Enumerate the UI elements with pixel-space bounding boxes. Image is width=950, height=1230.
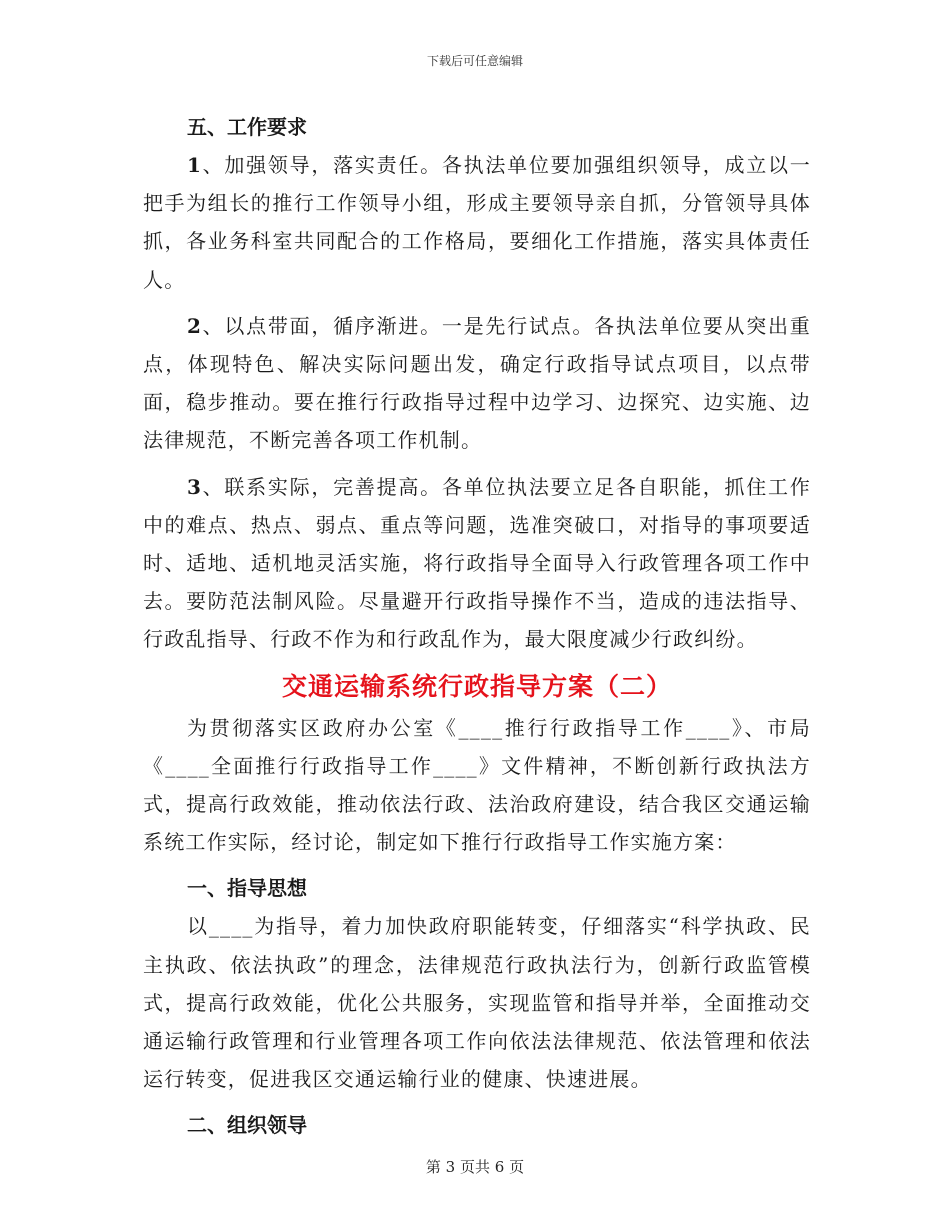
item-text: 、加强领导，落实责任。各执法单位要加强组织领导，成立以一把手为组长的推行工作领导小组，形成主要领导亲自抓，分管领导具体抓，各业务科室共同配合的工作格局，要细化工作措施，落实具体责任人。 bbox=[143, 153, 811, 292]
item-number: 1 bbox=[187, 153, 203, 177]
paragraph-item-2 bbox=[143, 307, 811, 460]
paragraph-item-3 bbox=[143, 468, 811, 659]
item-number: 2 bbox=[187, 313, 203, 338]
guiding-ideology-paragraph: 以____为指导，着力加快政府职能转变，仔细落实“科学执政、民主执政、依法执政”的理念，法律规范行政执法行为，创新行政监管模式，提高行政效能，优化公共服务，实现监管和指导并举，全面推动交通运输行政管理和行业管理各项工作向依法法律规范、依法管理和依法运行转变，促进我区交通运输行业的健康、快速进展。 bbox=[143, 914, 811, 1092]
document-title: 交通运输系统行政指导方案（二） bbox=[281, 671, 672, 701]
document-body bbox=[143, 108, 811, 1144]
section-heading-work-requirements: 五、工作要求 bbox=[187, 115, 307, 139]
item-number: 3 bbox=[187, 474, 203, 499]
item-text: 、联系实际，完善提高。各单位执法要立足各自职能，抓住工作中的难点、热点、弱点、重点等问题，选准突破口，对指导的事项要适时、适地、适机地灵活实施，将行政指导全面导入行政管理各项工作中去。要防范法制风险。尽量避开行政指导操作不当，造成的违法指导、行政乱指导、行政不作为和行政乱作为，最大限度减少行政纠纷。 bbox=[143, 474, 811, 652]
paragraph-item-1 bbox=[143, 146, 811, 299]
item-text: 、以点带面，循序渐进。一是先行试点。各执法单位要从突出重点，体现特色、解决实际问题出发，确定行政指导试点项目，以点带面，稳步推动。要在推行行政指导过程中边学习、边探究、边实施、边法律规范，不断完善各项工作机制。 bbox=[143, 313, 811, 453]
section-heading-guiding-ideology: 一、指导思想 bbox=[187, 876, 307, 901]
section-heading-organization: 二、组织领导 bbox=[187, 1113, 307, 1138]
intro-paragraph: 为贯彻落实区政府办公室《____推行行政指导工作____》、市局《____全面推行行政指导工作____》文件精神，不断创新行政执法方式，提高行政效能，推动依法行政、法治政府建设，结合我区交通运输系统工作实际，经讨论，制定如下推行行政指导工作实施方案： bbox=[143, 715, 811, 855]
header-note: 下载后可任意编辑 bbox=[426, 54, 523, 68]
page-number: 第 3 页共 6 页 bbox=[425, 1158, 525, 1176]
